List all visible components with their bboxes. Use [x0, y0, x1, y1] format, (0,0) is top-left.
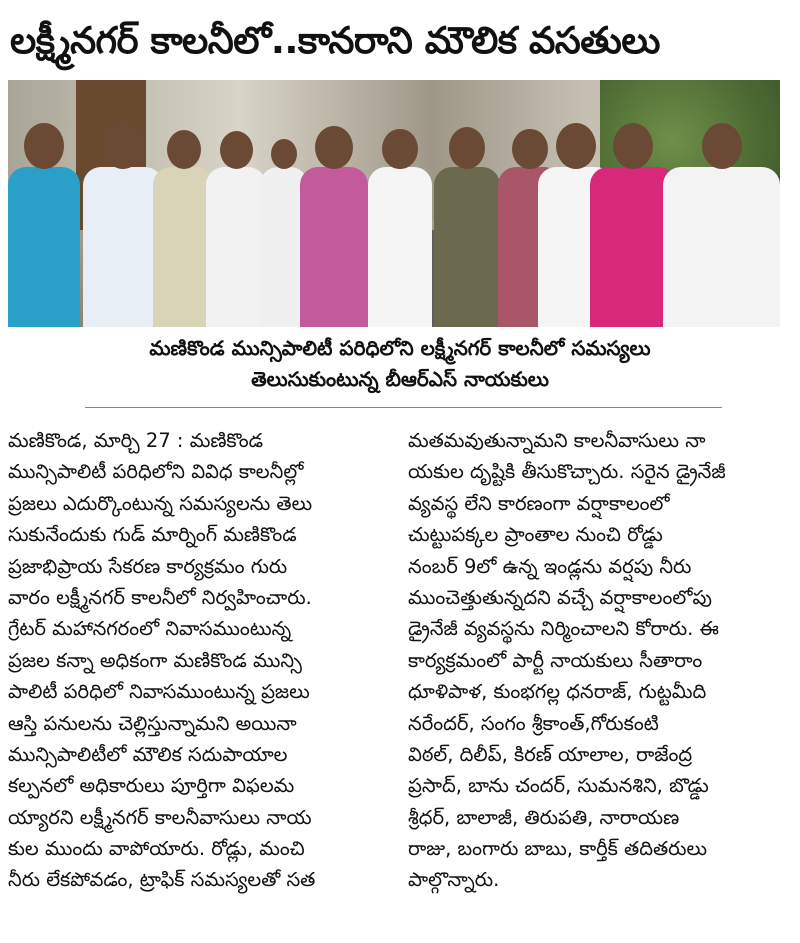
text-line: నరేందర్, సంగం శ్రీకాంత్,గోరుకంటి: [408, 711, 659, 735]
divider: [85, 407, 722, 408]
text-line: మణికొండ, మార్చి 27 : మణికొండ: [8, 429, 264, 452]
text-line: రాజు, బంగారు బాబు, కార్తీక్ తదితరులు: [408, 837, 708, 861]
text-line: పాల్గొన్నారు.: [408, 868, 500, 892]
article-column-right: [408, 425, 792, 896]
person-figure: [206, 92, 266, 327]
photo-caption: [80, 333, 720, 395]
person-figure: [300, 92, 368, 327]
text-line: మున్సిపాలిటీలో మౌలిక సదుపాయాల: [8, 742, 288, 766]
person-figure: [368, 92, 432, 327]
caption-line: మణికొండ మున్సిపాలిటీ పరిధిలోని లక్ష్మీనగర్ కాలనీలో సమస్యలు: [149, 336, 651, 360]
text-line: నంబర్ 9లో ఉన్న ఇండ్లను వర్షపు నీరు: [408, 554, 692, 578]
news-photo: [8, 80, 780, 327]
person-figure: [8, 92, 80, 327]
text-line: కార్యక్రమంలో పార్టీ నాయకులు సీతారాం: [408, 648, 703, 672]
text-line: ప్రజలు ఎదుర్కొంటున్న సమస్యలను తెలు: [8, 491, 313, 515]
text-line: శ్రీధర్, బాలాజీ, తిరుపతి, నారాయణ: [408, 805, 680, 829]
text-line: డ్రైనేజీ వ్యవస్థను నిర్మించాలని కోరారు. ఈ: [408, 617, 719, 641]
text-line: వారం లక్ష్మీనగర్ కాలనీలో నిర్వహించారు.: [8, 585, 312, 609]
text-line: ముంచెత్తుతున్నదని వచ్చే వర్షాకాలంలోపు: [408, 585, 712, 609]
text-line: వ్యవస్థ లేని కారణంగా వర్షాకాలంలో: [408, 491, 670, 515]
person-figure: [83, 92, 163, 327]
article-column-left: [8, 425, 394, 896]
text-line: నీరు లేకపోవడం, ట్రాఫిక్ సమస్యలతో సత: [8, 868, 316, 892]
text-line: య్యారని లక్ష్మీనగర్ కాలనీవాసులు నాయ: [8, 805, 312, 829]
text-line: చుట్టుపక్కల ప్రాంతాల నుంచి రోడ్డు: [408, 523, 663, 547]
text-line: కల్పనలో అధికారులు పూర్తిగా విఫలమ: [8, 774, 295, 798]
text-line: ఆస్తి పనులను చెల్లిస్తున్నామని అయినా: [8, 711, 297, 735]
text-line: యకుల దృష్టికి తీసుకొచ్చారు. సరైన డ్రైనేజీ: [408, 460, 726, 484]
text-line: పాలిటీ పరిధిలో నివాసముంటున్న ప్రజలు: [8, 680, 310, 704]
text-line: ప్రజల కన్నా అధికంగా మణికొండ మున్సి: [8, 648, 302, 672]
headline: లక్ష్మీనగర్ కాలనీలో..కానరాని మౌలిక వసతులు: [10, 19, 660, 62]
text-line: సుకునేందుకు గుడ్ మార్నింగ్ మణికొండ: [8, 523, 297, 547]
caption-line: తెలుసుకుంటున్న బీఆర్ఎస్ నాయకులు: [251, 367, 549, 391]
person-figure: [434, 92, 500, 327]
text-line: గ్రేటర్ మహానగరంలో నివాసముంటున్న: [8, 617, 292, 641]
text-line: కుల ముందు వాపోయారు. రోడ్లు, మంచి: [8, 837, 305, 861]
text-line: ధూళిపాళ, కుంభగల్ల ధనరాజ్, గుట్టమీది: [408, 680, 707, 704]
text-line: మతమవుతున్నామని కాలనీవాసులు నా: [408, 429, 706, 452]
text-line: విఠల్, దిలీప్, కిరణ్ యాలాల, రాజేంద్ర: [408, 742, 693, 766]
text-line: మున్సిపాలిటీ పరిధిలోని వివిధ కాలనీల్లో: [8, 460, 304, 484]
text-line: ప్రసాద్, బాను చందర్, సుమనశిని, బొడ్డు: [408, 774, 709, 798]
text-line: ప్రజాభిప్రాయ సేకరణ కార్యక్రమం గురు: [8, 554, 288, 578]
person-figure: [663, 92, 780, 327]
